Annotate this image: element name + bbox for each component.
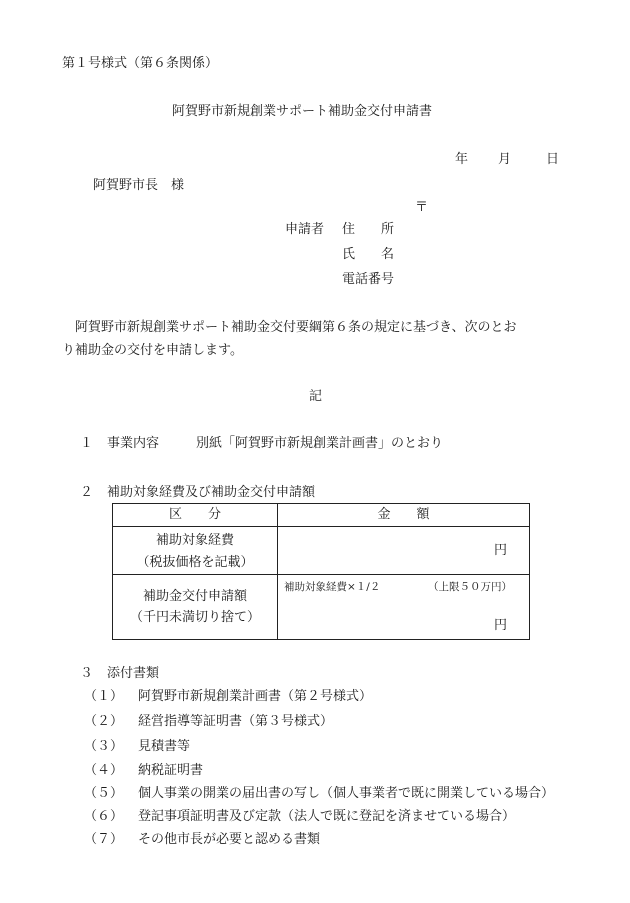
row1-label-line1: 補助対象経費 [155, 532, 234, 548]
attachment-text: 見積書等 [138, 739, 191, 754]
attachment-number: （４） [84, 763, 124, 778]
table-row [113, 527, 530, 575]
attachment-text: 納税証明書 [138, 763, 204, 778]
body-line-2: り補助金の交付を申請します。 [62, 343, 243, 358]
attachment-number: （３） [84, 739, 124, 754]
attachment-number: （６） [84, 809, 124, 824]
row2-cap: （上限５０万円） [428, 581, 512, 593]
item3-label: 添付書類 [107, 666, 160, 681]
ki-heading: 記 [309, 389, 323, 404]
header-amount: 金 額 [278, 504, 530, 527]
row1-unit: 円 [493, 543, 507, 558]
row2-amount-cell [278, 575, 530, 640]
row2-unit: 円 [493, 618, 507, 633]
attachment-text: 個人事業の開業の届出書の写し（個人事業者で既に開業している場合） [138, 786, 555, 801]
document-title: 阿賀野市新規創業サポート補助金交付申請書 [172, 104, 433, 119]
postal-mark: 〒 [415, 200, 429, 215]
phone-label: 電話番号 [342, 272, 395, 287]
attachment-text: その他市長が必要と認める書類 [138, 832, 321, 847]
row1-label [113, 527, 278, 575]
item2-label: 補助対象経費及び補助金交付申請額 [107, 485, 316, 500]
item1-value: 別紙「阿賀野市新規創業計画書」のとおり [196, 436, 444, 451]
attachment-number: （１） [84, 689, 124, 704]
row2-label-line1: 補助金交付申請額 [142, 588, 247, 604]
attachment-number: （７） [84, 832, 124, 847]
item3-number: ３ [80, 666, 94, 681]
item2-number: ２ [80, 485, 94, 500]
item1-number: １ [80, 436, 94, 451]
attachment-text: 阿賀野市新規創業計画書（第２号様式） [138, 689, 373, 704]
row2-label [113, 575, 278, 640]
table-row [113, 575, 530, 640]
address-label: 住 所 [342, 222, 395, 237]
row2-formula: 補助対象経費×１/２ [284, 581, 381, 593]
table-header-row [113, 504, 530, 527]
attachment-text: 登記事項証明書及び定款（法人で既に登記を済ませている場合） [138, 809, 516, 824]
body-line-1: 阿賀野市新規創業サポート補助金交付要綱第６条の規定に基づき、次のとお [62, 320, 517, 335]
applicant-label: 申請者 [285, 222, 325, 237]
subsidy-table [112, 503, 530, 640]
date-month: 月 [498, 152, 512, 167]
attachment-text: 経営指導等証明書（第３号様式） [138, 714, 334, 729]
row1-label-line2: （税抜価格を記載） [136, 554, 254, 570]
attachment-number: （５） [84, 786, 124, 801]
date-day: 日 [546, 152, 560, 167]
item1-label: 事業内容 [107, 436, 160, 451]
header-category: 区 分 [113, 504, 278, 527]
row1-amount-cell [278, 527, 530, 575]
row2-label-line2: （千円未満切り捨て） [129, 609, 260, 625]
addressee: 阿賀野市長 様 [93, 178, 185, 193]
name-label: 氏 名 [342, 247, 395, 262]
attachment-number: （２） [84, 714, 124, 729]
form-number: 第１号様式（第６条関係） [62, 56, 219, 71]
date-year: 年 [455, 152, 469, 167]
